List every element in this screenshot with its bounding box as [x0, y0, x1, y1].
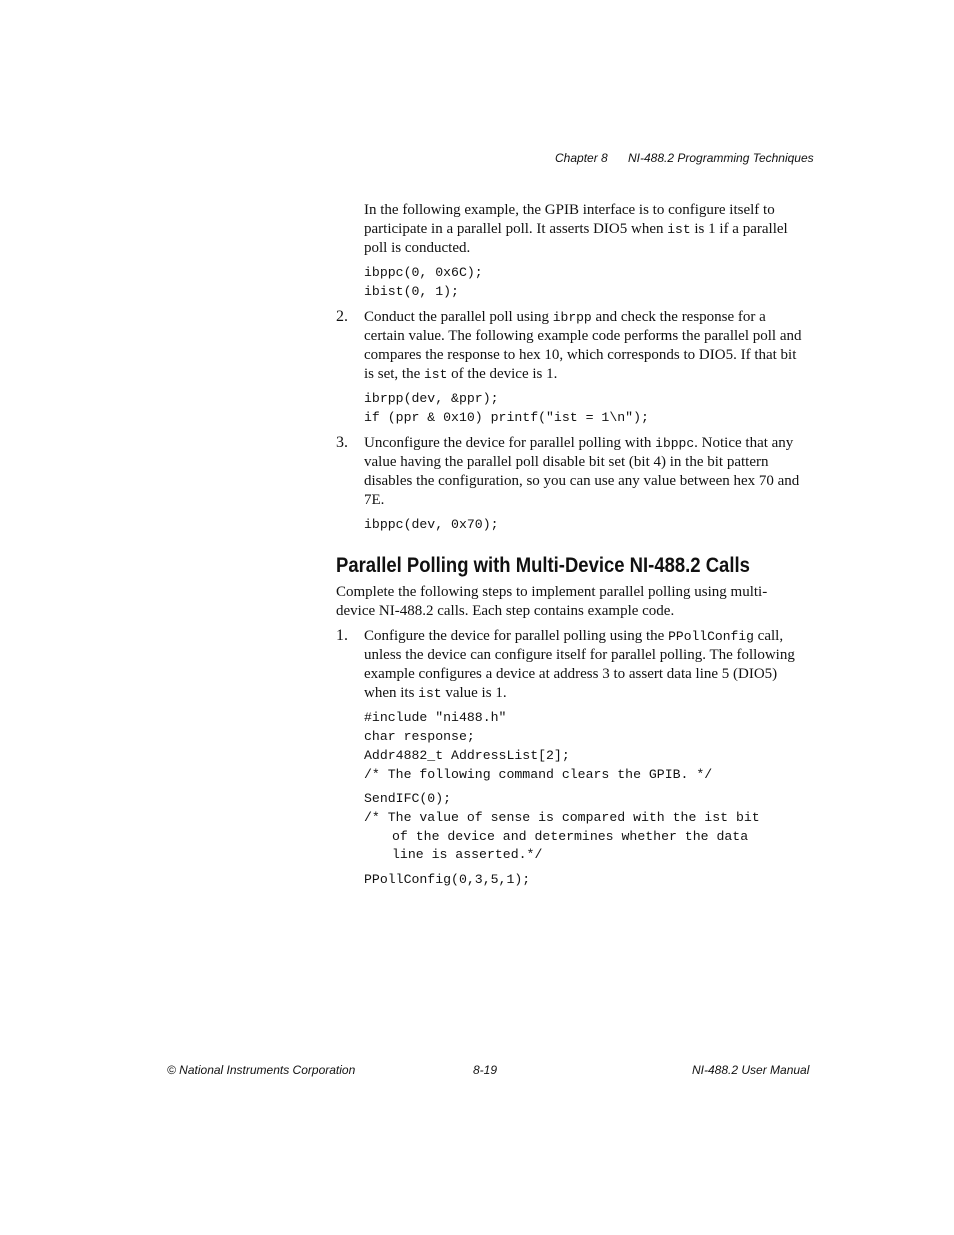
list-item-multi-step-1: 1. Configure the device for parallel polling using the PPollConfig call, unless the device can configure itself for parallel polling. The following example configures a device at address 3 to assert data line 5 (DIO5) when its ist value is 1. [336, 626, 795, 701]
header-title: NI-488.2 Programming Techniques [628, 151, 814, 165]
inline-code-ist: ist [667, 221, 691, 237]
section-heading: Parallel Polling with Multi-Device NI-488.2 Calls [336, 554, 750, 578]
header-chapter: Chapter 8 [555, 151, 608, 165]
section-intro: Complete the following steps to implement parallel polling using multi-device NI-488.2 calls. Each step contains example code. [336, 584, 768, 619]
code-block-6: PPollConfig(0,3,5,1); [364, 872, 531, 888]
code-block-5: SendIFC(0); /* The value of sense is compared with the ist bit of the device and determines whether the data line is asserted.*/ [364, 791, 760, 863]
inline-code-ppollconfig: PPollConfig [668, 628, 754, 644]
footer-manual-title: NI-488.2 User Manual [692, 1063, 810, 1077]
code-block-2: ibrpp(dev, &ppr); if (ppr & 0x10) printf("ist = 1\n"); [364, 391, 649, 426]
page-content [336, 201, 806, 890]
list-item-step-2: 2. Conduct the parallel poll using ibrpp and check the response for a certain value. The following example code performs the parallel poll and compares the response to hex 10, which corresponds to DIO5. If that bit is set, the ist of the device is 1. [336, 307, 802, 382]
inline-code-ist: ist [418, 685, 442, 701]
code-block-1: ibppc(0, 0x6C); ibist(0, 1); [364, 265, 483, 299]
code-block-4: #include "ni488.h" char response; Addr4882_t AddressList[2]; /* The following command clears the GPIB. */ [364, 710, 713, 782]
intro-paragraph: In the following example, the GPIB interface is to configure itself to participate in a parallel poll. It asserts DIO5 when ist is 1 if a parallel poll is conducted. [364, 202, 788, 257]
inline-code-ibppc: ibppc [655, 435, 695, 451]
list-item-step-3: 3. Unconfigure the device for parallel polling with ibppc. Notice that any value having the parallel poll disable bit set (bit 4) in the bit pattern disables the configuration, so you can use any value between hex 70 and 7E. [336, 433, 800, 508]
code-block-3: ibppc(dev, 0x70); [364, 516, 499, 532]
inline-code-ibrpp: ibrpp [552, 309, 592, 325]
inline-code-ist: ist [424, 366, 448, 382]
footer-page-number: 8-19 [473, 1063, 498, 1077]
footer-copyright: © National Instruments Corporation [167, 1063, 356, 1077]
